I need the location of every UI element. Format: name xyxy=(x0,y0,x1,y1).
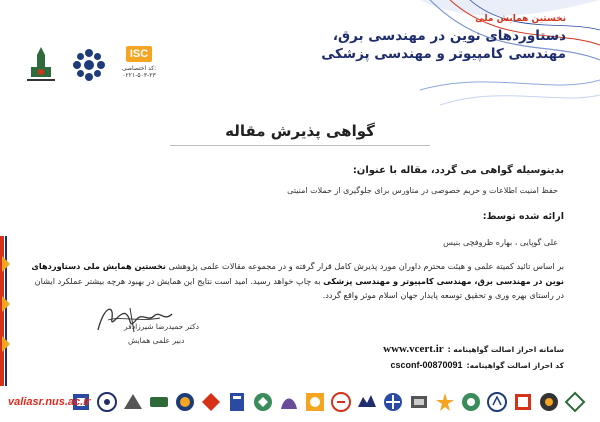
isc-logo xyxy=(118,46,160,84)
sponsor-logo-2 xyxy=(96,391,118,413)
conference-title-line1: دستاوردهای نوین در مهندسی برق، xyxy=(332,28,566,44)
presented-by-label: ارائه شده توسط: xyxy=(482,211,564,222)
sponsor-logo-8 xyxy=(252,391,274,413)
acceptance-paragraph xyxy=(28,259,564,303)
signature-image xyxy=(90,300,180,340)
title-divider xyxy=(170,145,430,146)
sponsor-logo-17 xyxy=(486,391,508,413)
mosque-logo xyxy=(22,46,60,84)
sponsor-logo-19 xyxy=(538,391,560,413)
sponsor-logo-14 xyxy=(408,391,430,413)
isc-code-label: کد اختصاصی: xyxy=(121,65,157,72)
signatory-name: دکتر حمیدرضا شیرزادفر xyxy=(124,322,199,331)
sponsor-logo-18 xyxy=(512,391,534,413)
sponsor-logo-12 xyxy=(356,391,378,413)
sponsor-logo-6 xyxy=(200,391,222,413)
authors: علی گوپایی ، بهاره ظروفچی بنیس xyxy=(443,238,558,247)
top-logos xyxy=(22,46,160,84)
signatory-role: دبیر علمی همایش xyxy=(128,336,185,345)
sponsor-logo-7 xyxy=(226,391,248,413)
verification-code-row xyxy=(387,360,564,370)
verification-system xyxy=(379,343,564,355)
university-emblem-logo xyxy=(70,46,108,84)
verification-system-label: سامانه احراز اصالت گواهینامه : xyxy=(447,345,564,354)
isc-code: ۰۲۲۱-۵۰۳-۲۳ xyxy=(122,72,156,79)
sponsor-logo-4 xyxy=(148,391,170,413)
intro-line: بدینوسیله گواهی می گردد، مقاله با عنوان: xyxy=(352,165,564,176)
sponsor-logo-11 xyxy=(330,391,352,413)
sponsor-logo-15 xyxy=(434,391,456,413)
watermark: valiasr.nus.ac.ir xyxy=(8,396,91,408)
conference-header xyxy=(286,14,566,63)
sponsor-logo-10 xyxy=(304,391,326,413)
side-decoration xyxy=(0,236,14,386)
sponsor-logo-5 xyxy=(174,391,196,413)
verification-url[interactable]: www.vcert.ir xyxy=(383,343,444,355)
conference-title-line2: مهندسی کامپیوتر و مهندسی پزشکی xyxy=(321,46,566,62)
sponsor-logo-16 xyxy=(460,391,482,413)
paragraph-part1: بر اساس تائید کمیته علمی و هیئت محترم داوران مورد پذیرش کامل قرار گرفته و در مجموعه مقالات علمی پژوهشی xyxy=(168,261,564,271)
conference-subtitle: نخستین همایش ملی xyxy=(475,14,566,24)
paragraph-part2: به چاپ خواهد رسید. امید است نتایج این همایش در بهبود هرچه بیشتر عملکرد ایشان در راستای بهره وری و تحقیق توسعه پایدار جهان اسلام موثر واقع گردد. xyxy=(34,275,564,300)
isc-label: ISC xyxy=(126,46,152,62)
sponsor-logos-strip xyxy=(70,388,586,416)
verification-code: csconf-00870091 xyxy=(390,360,463,370)
sponsor-logo-13 xyxy=(382,391,404,413)
sponsor-logo-3 xyxy=(122,391,144,413)
certificate-title: گواهی پذیرش مقاله xyxy=(225,122,375,140)
sponsor-logo-20 xyxy=(564,391,586,413)
paragraph-bold: نخستین همایش ملی دستاوردهای نوین در مهندسی برق، مهندسی کامپیوتر و مهندسی پزشکی xyxy=(31,261,564,286)
verification-code-label: کد احراز اصالت گواهینامه: xyxy=(466,361,564,370)
sponsor-logo-9 xyxy=(278,391,300,413)
paper-title: حفظ امنیت اطلاعات و حریم خصوصی در متاورس برای جلوگیری از حملات امنیتی xyxy=(287,186,558,195)
